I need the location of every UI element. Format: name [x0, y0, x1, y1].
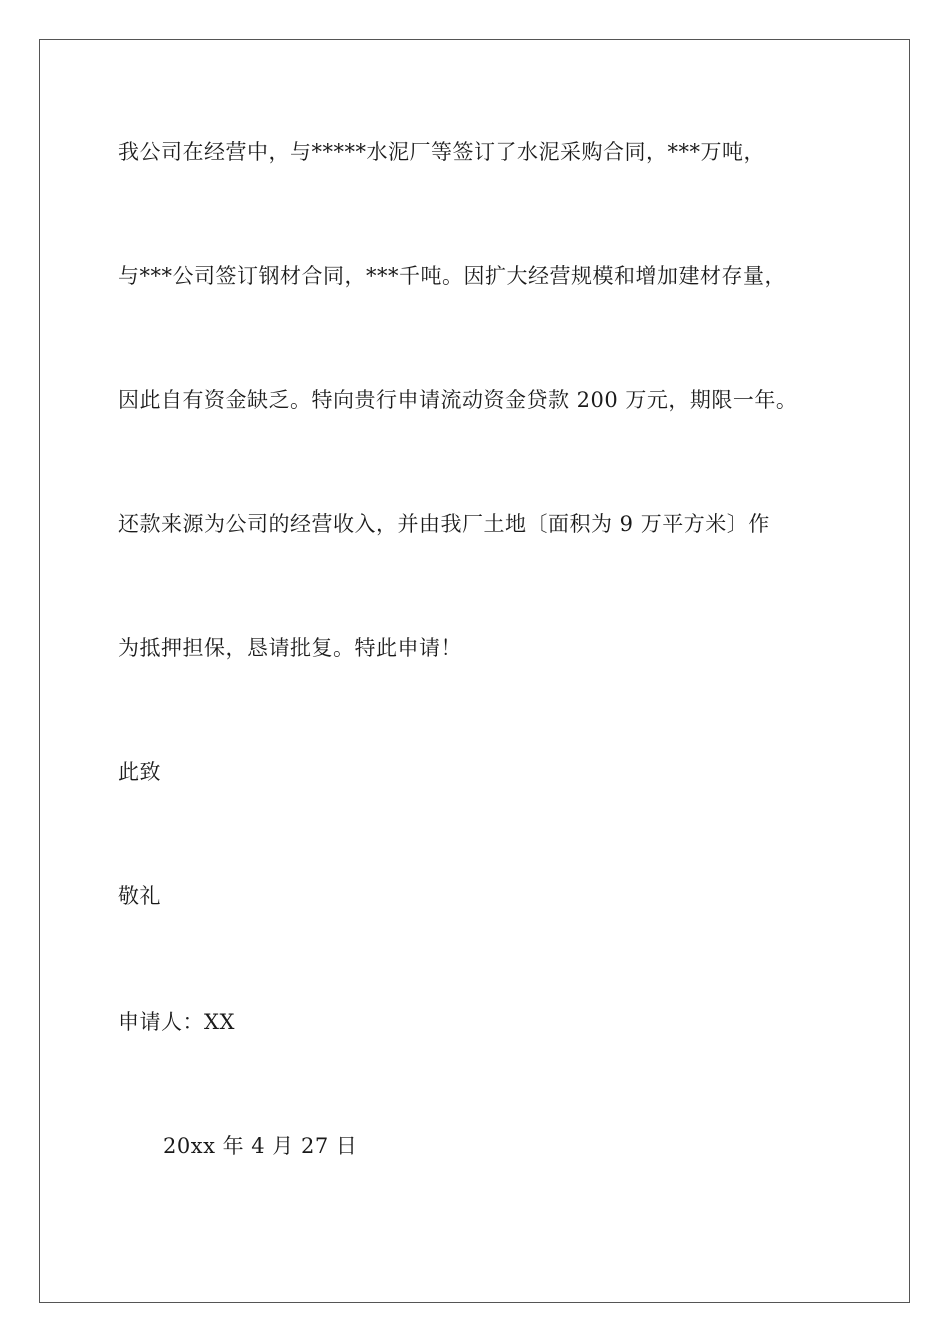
closing-salutation: 此致 [118, 760, 161, 784]
body-line-3: 因此自有资金缺乏。特向贵行申请流动资金贷款 200 万元，期限一年。 [118, 388, 798, 412]
letter-date: 20xx 年 4 月 27 日 [163, 1134, 358, 1158]
closing-regards: 敬礼 [118, 884, 161, 908]
body-line-5: 为抵押担保，恳请批复。特此申请！ [118, 636, 462, 660]
body-line-4: 还款来源为公司的经营收入，并由我厂土地〔面积为 9 万平方米〕作 [118, 512, 770, 536]
body-line-2: 与***公司签订钢材合同，***千吨。因扩大经营规模和增加建材存量， [118, 264, 786, 288]
page-border [39, 39, 910, 1303]
applicant-signature: 申请人：XX [118, 1010, 235, 1034]
body-line-1: 我公司在经营中，与*****水泥厂等签订了水泥采购合同，***万吨， [118, 140, 765, 164]
